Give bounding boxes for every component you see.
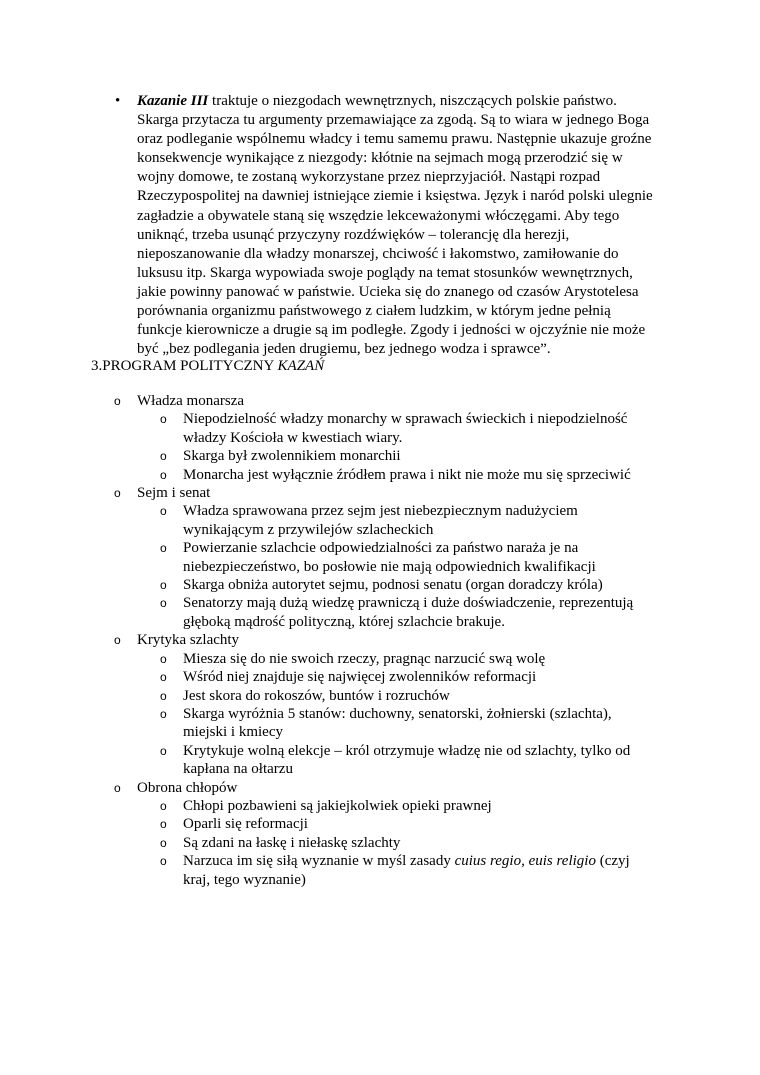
outline-item xyxy=(91,797,671,815)
paragraph-line: wojny domowe, te zostaną wykorzystane przez nieprzyjaciół. Nastąpi rozpad xyxy=(137,169,601,186)
outline-item xyxy=(91,705,671,742)
paragraph-line: być „bez podlegania jeden drugiemu, bez jednego wodza i sprawce”. xyxy=(137,341,551,358)
outline-item xyxy=(91,650,671,668)
outline-item xyxy=(91,852,671,889)
sermon-title: Kazanie III xyxy=(137,93,209,109)
circle-bullet-icon: o xyxy=(160,670,167,685)
circle-bullet-icon: o xyxy=(114,394,121,408)
circle-bullet-icon: o xyxy=(160,596,167,611)
outline-item xyxy=(91,410,671,447)
section-title: Obrona chłopów xyxy=(137,779,238,796)
item-line: głęboką mądrość polityczną, której szlachcie brakuje. xyxy=(183,613,505,630)
item-line: miejski i kmiecy xyxy=(183,724,283,741)
outline-item xyxy=(91,539,671,576)
item-line: Władza sprawowana przez sejm jest niebezpiecznym nadużyciem xyxy=(183,503,578,520)
paragraph-line: jakie powinny panować w państwie. Ucieka się do znanego od czasów Arystotelesa xyxy=(137,283,639,300)
outline-item xyxy=(91,447,671,465)
section-title: Sejm i senat xyxy=(137,485,211,502)
outline-item xyxy=(91,687,671,705)
paragraph-line: oraz podleganie wspólnemu władcy i temu samemu prawu. Następnie ukazuje groźne xyxy=(137,131,652,148)
circle-bullet-icon: o xyxy=(160,743,167,758)
circle-bullet-icon: o xyxy=(160,541,167,556)
item-text: (czyj xyxy=(595,853,630,870)
section-title: Krytyka szlachty xyxy=(137,632,240,649)
circle-bullet-icon: o xyxy=(160,467,167,482)
outline-section xyxy=(91,484,671,502)
item-line: Miesza się do nie swoich rzeczy, pragnąc narzucić swą wolę xyxy=(183,650,546,667)
outline-item xyxy=(91,594,671,631)
paragraph-line: nieposzanowanie dla władzy monarszej, chciwość i łakomstwo, zamiłowanie do xyxy=(137,245,619,262)
circle-bullet-icon: o xyxy=(160,798,167,813)
latin-phrase: cuius regio, euis religio xyxy=(454,853,596,870)
paragraph-line: konsekwencje wynikające z niezgody: kłótnie na sejmach mogą przerodzić się w xyxy=(137,150,623,167)
item-line: władzy Kościoła w kwestiach wiary. xyxy=(183,429,403,446)
item-line: kraj, tego wyznanie) xyxy=(183,871,306,888)
item-line: Chłopi pozbawieni są jakiejkolwiek opieki prawnej xyxy=(183,797,492,814)
item-line: Są zdani na łaskę i niełaskę szlachty xyxy=(183,834,401,851)
outline-item xyxy=(91,834,671,852)
outline-section xyxy=(91,392,671,410)
circle-bullet-icon: o xyxy=(160,706,167,721)
item-line: Skarga obniża autorytet sejmu, podnosi senatu (organ doradczy króla) xyxy=(183,577,603,594)
item-line: Jest skora do rokoszów, buntów i rozruchów xyxy=(183,687,450,704)
heading-text: 3.PROGRAM POLITYCZNY xyxy=(91,358,278,374)
outline-item xyxy=(91,466,671,484)
outline-section xyxy=(91,631,671,649)
circle-bullet-icon: o xyxy=(160,578,167,593)
outline-item xyxy=(91,815,671,833)
circle-bullet-icon: o xyxy=(160,449,167,464)
section-title: Władza monarsza xyxy=(137,393,245,409)
circle-bullet-icon: o xyxy=(114,633,121,648)
item-line: Skarga wyróżnia 5 stanów: duchowny, senatorski, żołnierski (szlachta), xyxy=(183,705,612,722)
outline-item xyxy=(91,742,671,779)
item-line: Krytykuje wolną elekcje – król otrzymuje władzę nie od szlachty, tylko od xyxy=(183,742,631,759)
paragraph-line: uniknąć, trzeba usunąć przyczyny rozdźwięków – tolerancję dla herezji, xyxy=(137,226,570,243)
circle-bullet-icon: o xyxy=(160,412,167,427)
paragraph-line: luksusu itp. Skarga wypowiada swoje poglądy na temat stosunków wewnętrznych, xyxy=(137,264,633,281)
section-heading xyxy=(91,357,324,376)
item-line: Skarga był zwolennikiem monarchii xyxy=(183,448,401,465)
item-line: niebezpieczeństwo, bo posłowie nie mają odpowiednich kwalifikacji xyxy=(183,558,596,575)
circle-bullet-icon: o xyxy=(160,688,167,703)
paragraph-line: traktuje o niezgodach wewnętrznych, niszczących polskie państwo. xyxy=(208,93,617,109)
circle-bullet-icon: o xyxy=(160,651,167,666)
circle-bullet-icon: o xyxy=(114,780,121,795)
circle-bullet-icon: o xyxy=(160,854,167,869)
circle-bullet-icon: o xyxy=(160,817,167,832)
item-line: Senatorzy mają dużą wiedzę prawniczą i duże doświadczenie, reprezentują xyxy=(183,595,634,612)
bullet-marker: • xyxy=(115,93,121,109)
outline-section xyxy=(91,779,671,797)
sermon-paragraph xyxy=(115,92,677,359)
circle-bullet-icon: o xyxy=(160,504,167,519)
item-line: Oparli się reformacji xyxy=(183,816,308,833)
item-line: Monarcha jest wyłącznie źródłem prawa i nikt nie może mu się sprzeciwić xyxy=(183,466,631,483)
item-line: Powierzanie szlachcie odpowiedzialności za państwo naraża je na xyxy=(183,540,579,557)
outline-list xyxy=(91,392,671,889)
circle-bullet-icon: o xyxy=(114,486,121,501)
item-line: Niepodzielność władzy monarchy w sprawach świeckich i niepodzielność xyxy=(183,411,628,428)
outline-item xyxy=(91,502,671,539)
outline-item xyxy=(91,668,671,686)
circle-bullet-icon: o xyxy=(160,835,167,850)
paragraph-line: Rzeczypospolitej na dawniej istniejące ziemie i księstwa. Język i naród polski ulegnie xyxy=(137,188,653,205)
item-line: kapłana na ołtarzu xyxy=(183,761,293,778)
item-line: Wśród niej znajduje się najwięcej zwolenników reformacji xyxy=(183,669,537,686)
outline-item xyxy=(91,576,671,594)
heading-italic: KAZAŃ xyxy=(277,358,325,374)
paragraph-line: Skarga przytacza tu argumenty przemawiające za zgodą. Są to wiara w jednego Boga xyxy=(137,112,650,129)
item-text: Narzuca im się siłą wyznanie w myśl zasady xyxy=(183,853,455,870)
paragraph-line: funkcje kierownicze a drugie są im podległe. Zgody i jedności w ojczyźnie nie może xyxy=(137,322,646,339)
paragraph-line: porównania organizmu państwowego z ciałem ludzkim, w którym jedne pełnią xyxy=(137,303,611,320)
item-line: wynikającym z przywilejów szlacheckich xyxy=(183,521,434,538)
paragraph-line: zagładzie a obywatele staną się wszędzie lekceważonymi włóczęgami. Aby tego xyxy=(137,207,620,224)
